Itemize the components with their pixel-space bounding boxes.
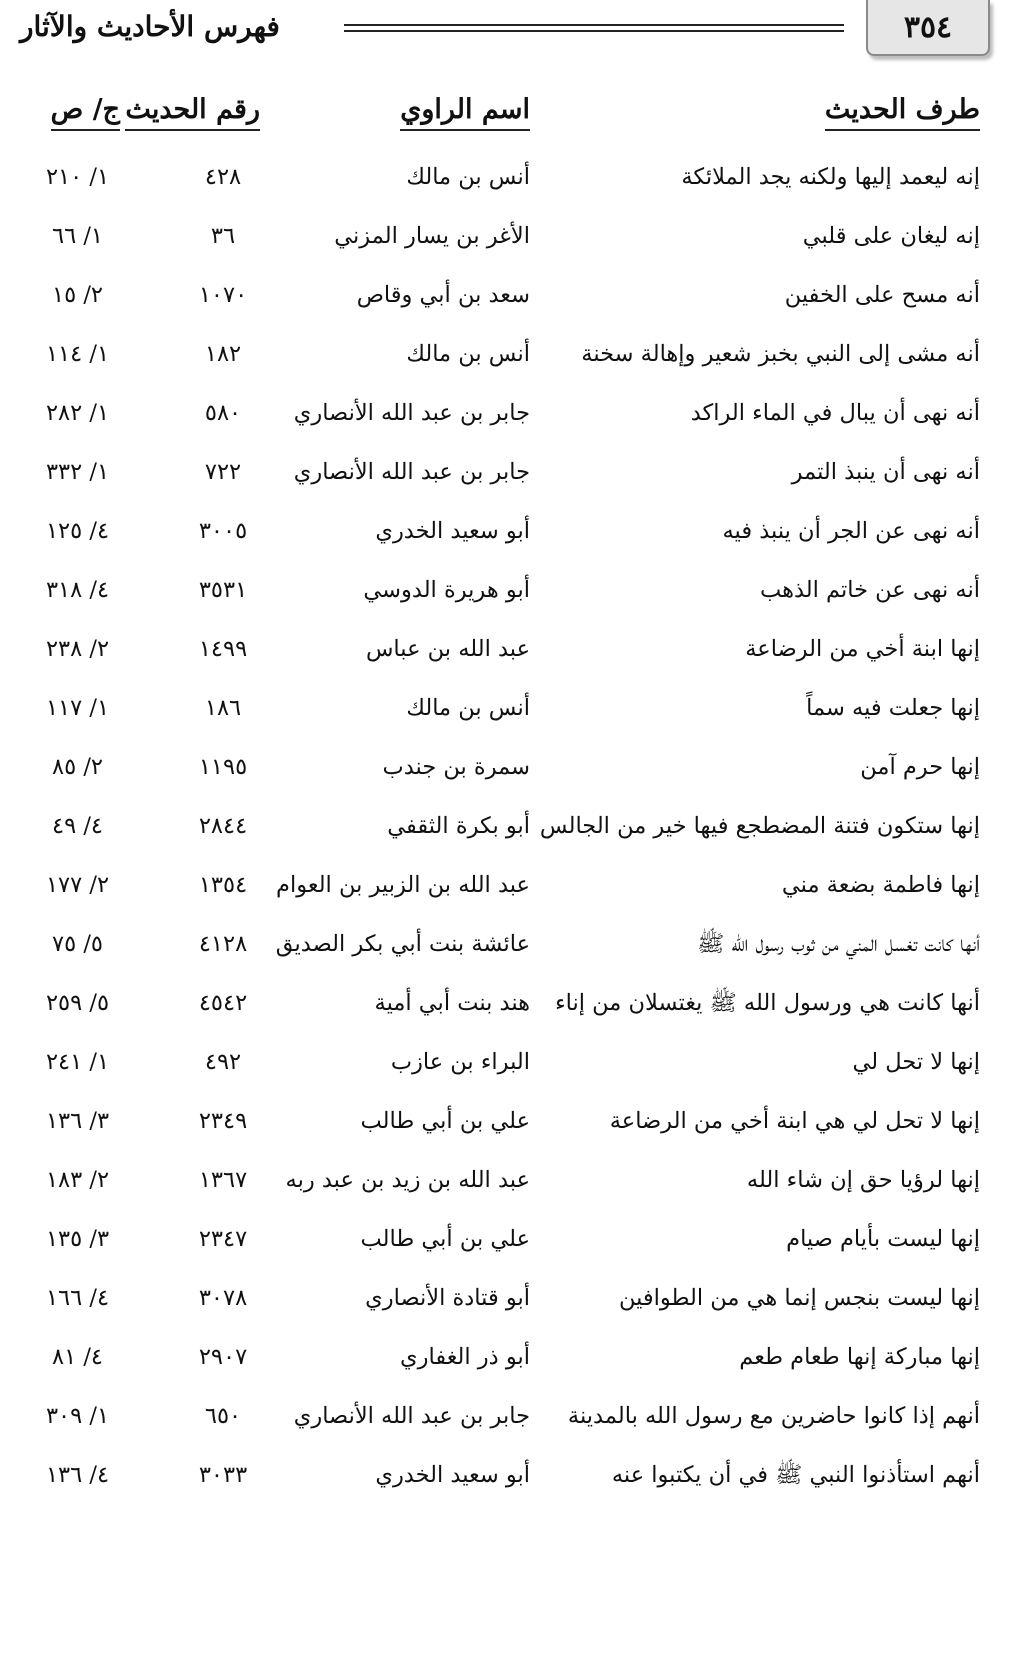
hadith-phrase: أنها كانت تغسل المني من ثوب رسول الله ﷺ <box>697 931 980 957</box>
hadith-phrase: أنهم إذا كانوا حاضرين مع رسول الله بالمدينة <box>567 1403 980 1429</box>
table-row <box>0 271 1010 330</box>
table-row <box>0 153 1010 212</box>
table-row <box>0 1274 1010 1333</box>
hadith-number: ٤٥٤٢ <box>198 990 248 1016</box>
volume-page-ref: ٤/ ٤٩ <box>52 813 103 839</box>
narrator-name: أبو سعيد الخدري <box>375 1462 530 1488</box>
hadith-phrase: إنها حرم آمن <box>860 754 980 780</box>
table-row <box>0 330 1010 389</box>
narrator-name: عبد الله بن عباس <box>365 636 530 662</box>
hadith-number: ٢٣٤٧ <box>198 1226 248 1252</box>
hadith-number: ٢٣٤٩ <box>198 1108 248 1134</box>
hadith-number: ٤٩٢ <box>204 1049 242 1075</box>
column-header-narrator <box>380 88 530 138</box>
narrator-name: هند بنت أبي أمية <box>374 990 530 1016</box>
hadith-number: ٤٢٨ <box>204 164 242 190</box>
table-row <box>0 507 1010 566</box>
volume-page-ref: ٥/ ٧٥ <box>52 931 103 957</box>
volume-page-ref: ١/ ٦٦ <box>52 223 103 249</box>
table-row <box>0 802 1010 861</box>
hadith-index-table <box>0 153 1010 1510</box>
volume-page-ref: ٢/ ٢٣٨ <box>45 636 110 662</box>
narrator-name: جابر بن عبد الله الأنصاري <box>293 459 530 485</box>
volume-page-ref: ٥/ ٢٥٩ <box>45 990 110 1016</box>
narrator-name: جابر بن عبد الله الأنصاري <box>293 1403 530 1429</box>
hadith-phrase: أنه مسح على الخفين <box>784 282 980 308</box>
table-row <box>0 979 1010 1038</box>
hadith-number: ٧٢٢ <box>204 459 242 485</box>
table-row <box>0 1392 1010 1451</box>
hadith-phrase: أنه نهى عن الجر أن ينبذ فيه <box>722 518 980 544</box>
narrator-name: سعد بن أبي وقاص <box>356 282 530 308</box>
narrator-name: أبو سعيد الخدري <box>375 518 530 544</box>
column-header-number-label: رقم الحديث <box>125 94 260 131</box>
volume-page-ref: ٢/ ١٨٣ <box>45 1167 110 1193</box>
hadith-phrase: أنهم استأذنوا النبي ﷺ في أن يكتبوا عنه <box>611 1462 980 1488</box>
volume-page-ref: ١/ ٣٠٩ <box>45 1403 110 1429</box>
volume-page-ref: ٤/ ١٦٦ <box>45 1285 110 1311</box>
hadith-phrase: أنه نهى أن ينبذ التمر <box>791 459 980 485</box>
hadith-phrase: إنها ابنة أخي من الرضاعة <box>745 636 980 662</box>
volume-page-ref: ١/ ٢٤١ <box>45 1049 110 1075</box>
narrator-name: أبو قتادة الأنصاري <box>365 1285 530 1311</box>
hadith-number: ١٨٢ <box>204 341 242 367</box>
column-header-phrase-label: طرف الحديث <box>825 94 980 131</box>
column-header-volume-page-label: ج/ ص <box>51 94 120 131</box>
hadith-number: ١٨٦ <box>204 695 242 721</box>
hadith-phrase: إنها ستكون فتنة المضطجع فيها خير من الجالس <box>539 813 980 839</box>
table-row <box>0 448 1010 507</box>
table-row <box>0 1215 1010 1274</box>
table-row <box>0 1156 1010 1215</box>
hadith-number: ٤١٢٨ <box>198 931 248 957</box>
table-row <box>0 920 1010 979</box>
narrator-name: عائشة بنت أبي بكر الصديق <box>275 931 530 957</box>
hadith-phrase: إنه ليغان على قلبي <box>802 223 980 249</box>
page-number: ٣٥٤ <box>903 9 953 45</box>
hadith-number: ٣٠٠٥ <box>198 518 248 544</box>
volume-page-ref: ٢/ ١٧٧ <box>45 872 110 898</box>
narrator-name: أنس بن مالك <box>406 164 530 190</box>
hadith-phrase: إنها ليست بأيام صيام <box>786 1226 980 1252</box>
hadith-phrase: إنها جعلت فيه سماً <box>806 695 980 721</box>
table-row <box>0 743 1010 802</box>
volume-page-ref: ٢/ ٨٥ <box>52 754 103 780</box>
hadith-phrase: إنها مباركة إنها طعام طعم <box>739 1344 980 1370</box>
hadith-number: ١٠٧٠ <box>198 282 248 308</box>
narrator-name: علي بن أبي طالب <box>360 1108 530 1134</box>
running-title: فهرس الأحاديث والآثار <box>20 10 280 43</box>
hadith-phrase: أنه مشى إلى النبي بخبز شعير وإهالة سخنة <box>581 341 980 367</box>
hadith-number: ١٣٦٧ <box>198 1167 248 1193</box>
page-number-tab <box>866 0 990 56</box>
table-row <box>0 625 1010 684</box>
narrator-name: علي بن أبي طالب <box>360 1226 530 1252</box>
hadith-number: ٣٠٣٣ <box>198 1462 248 1488</box>
table-row <box>0 1451 1010 1510</box>
table-row <box>0 1097 1010 1156</box>
hadith-phrase: أنه نهى عن خاتم الذهب <box>759 577 980 603</box>
column-header-volume-page <box>30 88 120 138</box>
narrator-name: سمرة بن جندب <box>382 754 530 780</box>
volume-page-ref: ١/ ٢٨٢ <box>45 400 110 426</box>
table-row <box>0 684 1010 743</box>
table-row <box>0 861 1010 920</box>
hadith-number: ١٣٥٤ <box>198 872 248 898</box>
header-double-rule <box>344 24 844 32</box>
hadith-number: ٢٨٤٤ <box>198 813 248 839</box>
volume-page-ref: ١/ ١١٤ <box>45 341 110 367</box>
hadith-number: ٥٨٠ <box>204 400 242 426</box>
hadith-number: ٣٥٣١ <box>198 577 248 603</box>
hadith-phrase: إنها لا تحل لي هي ابنة أخي من الرضاعة <box>609 1108 980 1134</box>
hadith-number: ١١٩٥ <box>198 754 248 780</box>
hadith-number: ٢٩٠٧ <box>198 1344 248 1370</box>
volume-page-ref: ٣/ ١٣٦ <box>45 1108 110 1134</box>
narrator-name: أنس بن مالك <box>406 695 530 721</box>
table-row <box>0 212 1010 271</box>
hadith-number: ١٤٩٩ <box>198 636 248 662</box>
table-row <box>0 389 1010 448</box>
volume-page-ref: ٤/ ١٢٥ <box>45 518 110 544</box>
hadith-phrase: إنها فاطمة بضعة مني <box>781 872 980 898</box>
table-row <box>0 1333 1010 1392</box>
volume-page-ref: ١/ ٢١٠ <box>45 164 110 190</box>
table-row <box>0 566 1010 625</box>
narrator-name: أبو هريرة الدوسي <box>363 577 530 603</box>
narrator-name: أبو ذر الغفاري <box>399 1344 530 1370</box>
narrator-name: أنس بن مالك <box>406 341 530 367</box>
column-header-phrase <box>560 88 980 138</box>
hadith-phrase: إنها لرؤيا حق إن شاء الله <box>746 1167 980 1193</box>
hadith-phrase: أنه نهى أن يبال في الماء الراكد <box>690 400 980 426</box>
table-row <box>0 1038 1010 1097</box>
narrator-name: الأغر بن يسار المزني <box>334 223 530 249</box>
volume-page-ref: ٢/ ١٥ <box>52 282 103 308</box>
volume-page-ref: ١/ ٣٣٢ <box>45 459 110 485</box>
volume-page-ref: ٤/ ١٣٦ <box>45 1462 110 1488</box>
volume-page-ref: ٤/ ٣١٨ <box>45 577 110 603</box>
hadith-phrase: إنه ليعمد إليها ولكنه يجد الملائكة <box>681 164 980 190</box>
narrator-name: البراء بن عازب <box>390 1049 530 1075</box>
hadith-phrase: إنها لا تحل لي <box>852 1049 980 1075</box>
narrator-name: عبد الله بن الزبير بن العوام <box>276 872 530 898</box>
narrator-name: أبو بكرة الثقفي <box>387 813 530 839</box>
hadith-number: ٣٦ <box>210 223 236 249</box>
column-header-number <box>125 88 260 138</box>
narrator-name: عبد الله بن زيد بن عبد ربه <box>285 1167 530 1193</box>
hadith-number: ٦٥٠ <box>204 1403 242 1429</box>
hadith-number: ٣٠٧٨ <box>198 1285 248 1311</box>
volume-page-ref: ٤/ ٨١ <box>52 1344 103 1370</box>
column-header-narrator-label: اسم الراوي <box>400 94 530 131</box>
hadith-phrase: أنها كانت هي ورسول الله ﷺ يغتسلان من إناء <box>555 990 980 1016</box>
narrator-name: جابر بن عبد الله الأنصاري <box>293 400 530 426</box>
volume-page-ref: ١/ ١١٧ <box>45 695 110 721</box>
volume-page-ref: ٣/ ١٣٥ <box>45 1226 110 1252</box>
hadith-phrase: إنها ليست بنجس إنما هي من الطوافين <box>618 1285 980 1311</box>
